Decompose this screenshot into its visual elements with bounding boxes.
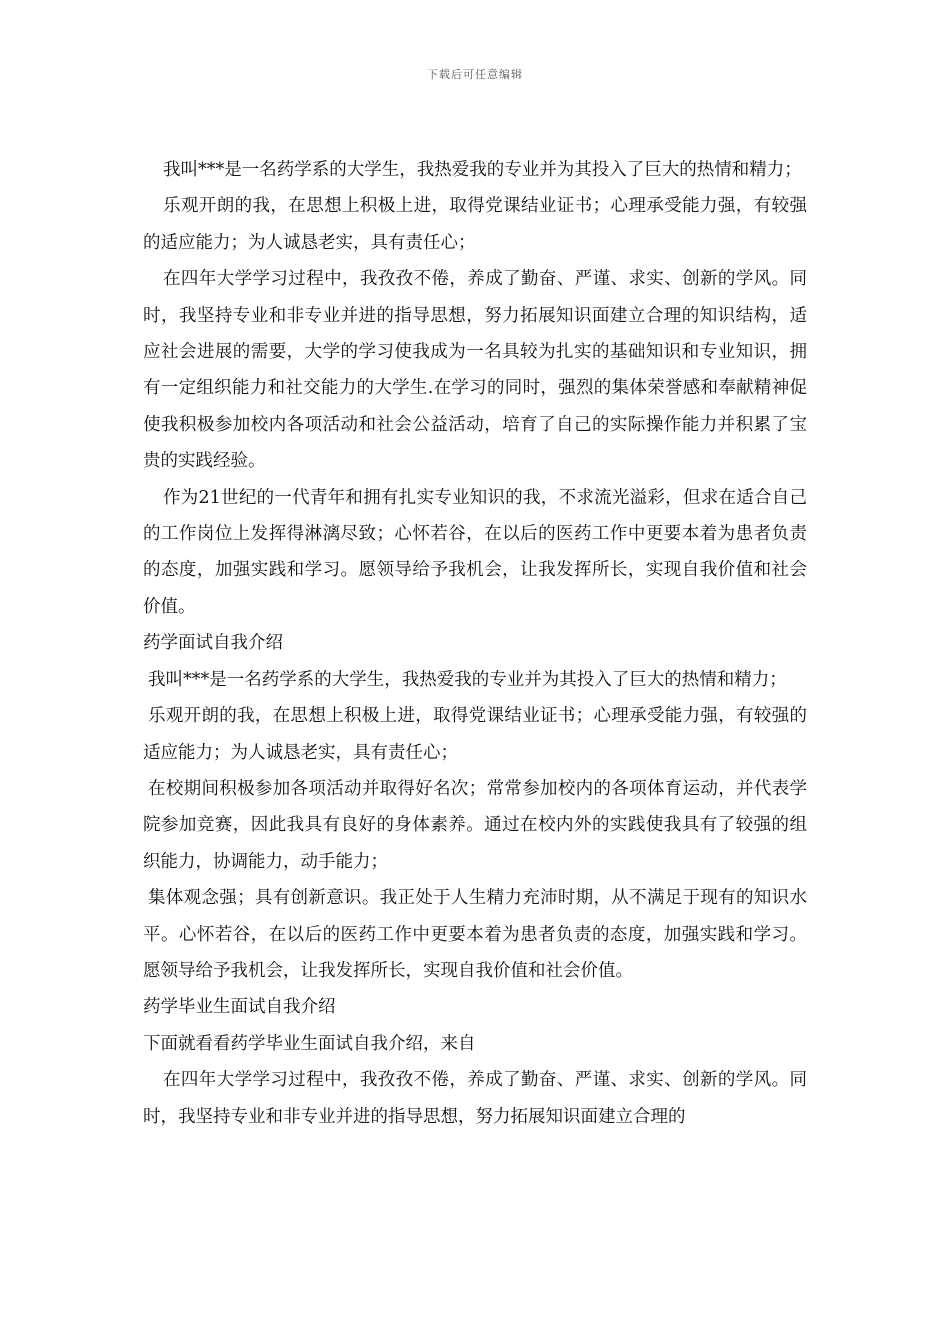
section-heading: 药学毕业生面试自我介绍	[143, 997, 336, 1018]
paragraph: 我叫***是一名药学系的大学生，我热爱我的专业并为其投入了巨大的热情和精力；	[148, 669, 787, 690]
paragraph: 在校期间积极参加各项活动并取得好名次；常常参加校内的各项体育运动，并代表学院参加竞赛，因此我具有良好的身体素养。通过在校内外的实践使我具有了较强的组织能力，协调能力，动手能力；	[143, 778, 807, 872]
paragraph: 集体观念强；具有创新意识。我正处于人生精力充沛时期，从不满足于现有的知识水平。心怀若谷，在以后的医药工作中更要本着为患者负责的态度，加强实践和学习。愿领导给予我机会，让我发挥所长，实现自我价值和社会价值。	[143, 888, 807, 981]
paragraph: 下面就看看药学毕业生面试自我介绍，来自	[143, 1033, 476, 1054]
paragraph: 在四年大学学习过程中，我孜孜不倦，养成了勤奋、严谨、求实、创新的学风。同时，我坚持专业和非专业并进的指导思想，努力拓展知识面建立合理的	[143, 1070, 807, 1127]
paragraph: 在四年大学学习过程中，我孜孜不倦，养成了勤奋、严谨、求实、创新的学风。同时，我坚持专业和非专业并进的指导思想，努力拓展知识面建立合理的知识结构，适应社会进展的需要，大学的学习使我成为一名具较为扎实的基础知识和专业知识，拥有一定组织能力和社交能力的大学生.在学习的同时，强烈的集体荣誉感和奉献精神促使我积极参加校内各项活动和社会公益活动，培育了自己的实际操作能力并积累了宝贵的实践经验。	[143, 269, 807, 472]
paragraph: 我叫***是一名药学系的大学生，我热爱我的专业并为其投入了巨大的热情和精力；	[163, 160, 802, 180]
document-body	[143, 152, 807, 1135]
paragraph: 作为21世纪的一代青年和拥有扎实专业知识的我，不求流光溢彩，但求在适合自己的工作岗位上发挥得淋漓尽致；心怀若谷，在以后的医药工作中更要本着为患者负责的态度，加强实践和学习。愿领导给予我机会，让我发挥所长，实现自我价值和社会价值。	[143, 487, 807, 617]
paragraph: 乐观开朗的我，在思想上积极上进，取得党课结业证书；心理承受能力强，有较强的适应能力；为人诚恳老实，具有责任心；	[143, 196, 807, 253]
section-heading: 药学面试自我介绍	[143, 633, 283, 654]
page-header: 下载后可任意编辑	[427, 68, 523, 81]
paragraph: 乐观开朗的我，在思想上积极上进，取得党课结业证书；心理承受能力强，有较强的适应能力；为人诚恳老实，具有责任心；	[143, 706, 807, 763]
